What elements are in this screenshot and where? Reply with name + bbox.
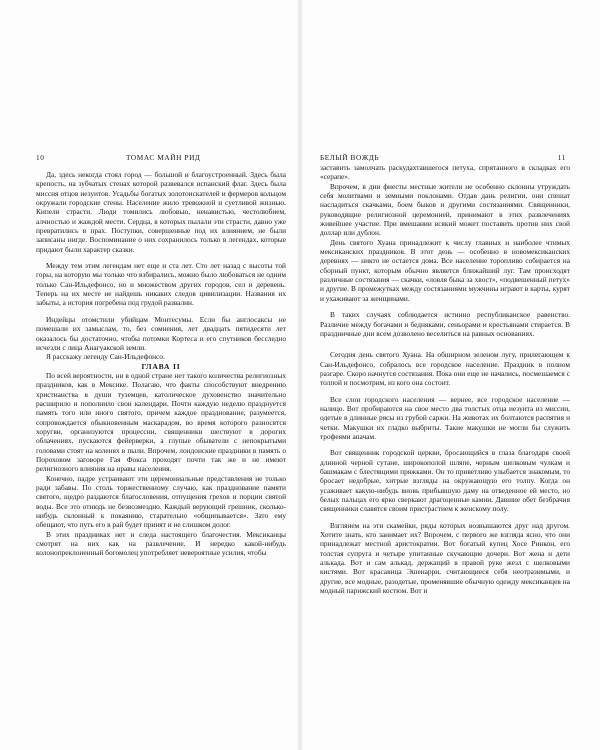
right-page-number: 11 bbox=[557, 153, 566, 162]
paragraph: Конечно, падре устраивают эти церемониальные представления не только ради забавы. По столь торжественному случаю, как празднование памяти святого, щедро раздаются благословения, отпущения грехов и порции святой воды. Все это отнюдь не безвозмездно. Каждый верующий грешник, сколько-нибудь склонный к покаянию, старательно «общипывается». Зато ему обещают, что путь его в рай будет принят и не слишком долог. bbox=[36, 473, 286, 530]
paragraph: По всей вероятности, ни в одной стране нет такого количества религиозных праздников, как в Мексике. Полагаю, что факты способствуют внедрению христианства в души туземцев, католическое духовенство значительно расширило и пополнило свои календари. Почти каждую неделю празднуется память того или иного святого, причем каждое празднование, разумеется, сопровождается обыкновенным маскарадом, во время которого разносятся хоругви, организуются процессии, священники шествуют в дорогих облачениях, пускаются фейерверки, а глупые обыватели с непокрытыми головами стоят на коленях в пыли. Впрочем, лондонские праздники в память о Пороховом заговоре Гая Фокса проходят почти так же и не имеют религиозного влияния на нравы населения. bbox=[36, 370, 286, 474]
right-body-text bbox=[320, 163, 570, 595]
chapter-title: ГЛАВА II bbox=[141, 361, 181, 371]
paragraph-continued: заставить замолчать раскудахтавшегося петуха, спрятанного в складках его «серапе». bbox=[320, 163, 570, 182]
paragraph: Индейцы отомстили убийцам Монтесумы. Если бы англосаксы не помешали их замыслам, то, без сомнения, лет двадцать пятидесяти лет оказалось бы достаточно, чтобы потомки Кортеса и его спутников бесследно исчезли с лица Анагуакской земли. bbox=[36, 314, 286, 352]
left-body-text bbox=[36, 170, 286, 558]
paragraph: В этих праздниках нет и следа настоящего благочестия. Мексиканцы смотрят на них как на развлечение. И нередко какой-нибудь колонопреклоненный богомолец употребляет невероятные усилия, чтобы bbox=[36, 529, 286, 558]
left-header bbox=[36, 153, 282, 162]
paragraph: Все слои городского населения — вернее, все городское население — налицо. Вот пробираются на свое место два толстых отца иезуита из миссии, одетые в длинные рясы из грубой саржи. На животах их болтаются распятия и четки. Макушки их гладко выбриты. Такие макушки не могли бы служить трофеями апачам. bbox=[320, 394, 570, 441]
paragraph: Вот священник городской церкви, бросающийся в глаза благодаря своей длинной черной сутане, широкополой шляпе, черным шелковым чулкам и башмакам с блестящими пряжками. Он то приветливо улыбается знакомым, то бросает недобрые, хитрые взгляды на окружающую его толпу. Когда он усаживает какую-нибудь вновь прибывшую даму на отведенное ей место, но белых пальцах его ярко сверкают драгоценные камни. Давшие обет безбрачия священники славятся своим пристрастием к женскому полу. bbox=[320, 448, 570, 514]
paragraph: Сегодня день святого Хуана. На обширном зеленом лугу, прилегающем к Сан-Ильдефонсо, собралось все городское население. Праздник в полном разгаре. Скоро начнутся состязания. Пока они еще не начались, посмешаемся с толпой и посмотрим, из кого она состоит. bbox=[320, 350, 570, 388]
paragraph: Впрочем, в дни фиесты местные жители не особенно склонны утруждать себя молитвами и земными поклонами. Отдав дань религии, они спешат насладиться скачками, боем быков и другими состязаниями. Священники, руководящие религиозной церемонией, принимают в этих развлечениях живейшее участие. При вмешании всякий может поставить против них свой доллар или дублон. bbox=[320, 181, 570, 238]
paragraph: Да, здесь некогда стоял город — большой и благоустроенный. Здесь была крепость, на зубчатых стенах которой развевался испанский флаг. Здесь была миссия отцов иезуитов. Усадьбы богатых золотоискателей и фермеров кольцом окружали городские стены. Население жило тревожной и суетливой жизнью. Кипели страсти. Люди томились любовью, ненавистью, честолюбием, алчностью и жаждой мести. Сердца, в которых пылали эти страсти, давно уже превратились в прах. Поступки, совершенные под их влиянием, не были записаны нигде. Воспоминание о них сохранилось только в легендах, которые придают были характер сказки. bbox=[36, 170, 286, 254]
left-page-number: 10 bbox=[36, 153, 45, 162]
paragraph: Я расскажу легенду Сан-Ильдефонсо. bbox=[46, 352, 165, 362]
right-page bbox=[300, 0, 600, 750]
paragraph: Между тем этим легендам нет еще и ста лет. Сто лет назад с высоты той горы, на которую мы только что взбирались, можно было любоваться не одним только Сан-Ильдефонсо, но и множеством других городов, сел и деревень. Теперь на их месте не найдешь никаких следов цивилизации. Названия их забыты, а история погребена под грудой развалин. bbox=[36, 261, 286, 308]
right-running-head: БЕЛЫЙ ВОЖДЬ bbox=[320, 153, 380, 162]
left-running-head: ТОМАС МАЙН РИД bbox=[125, 153, 201, 162]
right-header bbox=[320, 153, 566, 162]
paragraph: В таких случаях соблюдается истинно республиканское равенство. Различие между богачами и бедняками, сеньорами и крестьянами стирается. В праздничные дни всем дозволено веселиться на равных основаниях. bbox=[320, 310, 570, 338]
paragraph: День святого Хуана принадлежит к числу главных и наиболее чтимых мексиканских праздников. В этот день — особенно в новомексиканских деревнях — никто не остается дома. Все население торопливо собирается на сборный пункт, которым обычно является ближайший луг. Там происходят различные состязания — скачки, «ловля быка за хвост», «подвешенный петух» и другие. В промежутках между состязаниями мужчины играют в карты, курят и ухаживают за женщинами. bbox=[320, 237, 570, 303]
paragraph: Взглянем на эти скамейки, ряды которых возвышаются друг над другом. Хотите знать, кто занимает их? Впрочем, с первого же взгляда ясно, что они принадлежат местной аристократии. Вот богатый купец Хосе Ринкон, его толстая супруга и четыре упитанные скучающие дочери. Вот жена и дети алькада. Вот и сам алькад, держащий в правой руке жезл с шелковыми кистями. Вот красавица Эшенарри, считающиеся себя неотразимыми, и другие, все модные, разодетые, променявшие обычную одежду мексиканцев на модный парижский костюм. Вот и bbox=[320, 520, 570, 596]
